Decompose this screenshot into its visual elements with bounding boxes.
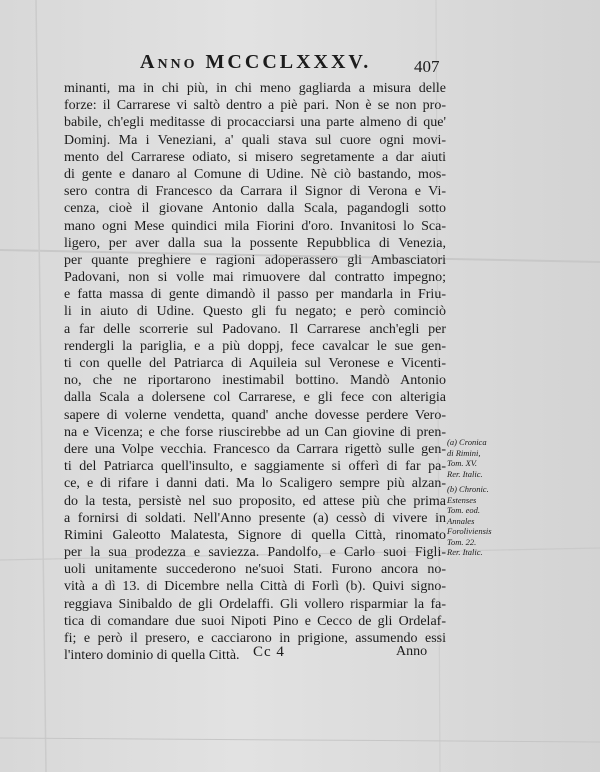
text-line: na e Vicenza; e che forse riuscirebbe ad un Can giovine di pren-: [64, 424, 446, 440]
margin-note-a: [447, 437, 507, 479]
text-line: per quante preghiere e ragioni adoperassero gli Ambasciatori: [64, 252, 446, 268]
text-line: fi; e però il presero, e cacciarono in prigione, assumendo essi: [64, 631, 446, 646]
text-line: a far delle scorrerie sul Padovano. Il Carrarese anch'egli per: [64, 321, 446, 337]
text-line: rendergli la pariglia, e a più doppj, fece cavalcar le sue gen-: [64, 338, 446, 354]
page-number: 407: [414, 57, 440, 76]
text-line: a fornirsi di soldati. Nell'Anno presente (a) cessò di vivere in: [64, 510, 446, 526]
text-line: minanti, ma in chi più, in chi meno gagliarda a misura delle: [64, 81, 446, 96]
text-line: sero contra di Francesco da Carrara il Signor di Verona e Vi-: [64, 184, 446, 200]
text-line: ligero, per aver dalla sua la possente Repubblica di Venezia,: [64, 235, 446, 251]
text-line: Padovani, non si volle mai rimuovere dal contratto impegno;: [64, 270, 446, 286]
text-line: e fatta massa di gente dimandò il passo per mandarla in Friu-: [64, 287, 446, 303]
text-line: dalla Scala a dolersene col Carrarese, e gli fece con alterigia: [64, 390, 446, 406]
text-line: Dominj. Ma i Veneziani, a' quali stava sul cuore ogni movi-: [64, 132, 446, 148]
text-line: li in aiuto di Udine. Questo gli fu negato; e però cominciò: [64, 304, 446, 320]
signature-mark: Cc 4: [253, 644, 285, 660]
margin-note-line: (a) Cronica: [447, 437, 487, 447]
text-line: sapere di volerne vendetta, quand' anche dovesse perdere Vero-: [64, 407, 446, 423]
text-line: mano ogni Mese quindici mila Fiorini d'oro. Invanitosi lo Sca-: [64, 218, 446, 234]
text-line: per la sua prodezza e saviezza. Pandolfo, e Carlo suoi Figli-: [64, 545, 446, 561]
margin-note-line: Tom. eod.: [447, 505, 480, 515]
text-line: tica di comandare due suoi Nipoti Pino e Cecco de gli Ordelaf-: [64, 613, 446, 629]
text-line: uoli unitamente succederono ne'suoi Stati. Furono ancora no-: [64, 562, 446, 578]
text-line: di gente e danaro al Comune di Udine. Nè ciò bastando, mos-: [64, 166, 446, 182]
main-text-block: [64, 80, 446, 664]
margin-note-line: Rer. Italic.: [447, 547, 483, 557]
text-line: cenza, cioè il giovane Antonio dalla Scala, pagandogli sotto: [64, 201, 446, 217]
text-line: no, che ne riportarono inestimabil bottino. Mandò Antonio: [64, 373, 446, 389]
margin-note-b: [447, 484, 507, 558]
margin-note-line: di Rimini,: [447, 447, 481, 458]
text-line: mento del Carrarese odiato, si misero segretamente a dar aiuti: [64, 149, 446, 165]
margin-notes: [447, 437, 507, 558]
text-line: babile, ch'egli meditasse di procacciarsi una parte almeno di que': [64, 115, 446, 131]
running-head-title: Anno MCCCLXXXV.: [140, 51, 372, 73]
text-line: l'intero dominio di quella Città.: [64, 648, 240, 664]
text-line: do la testa, persistè nel suo proposito, ed attese più che prima: [64, 493, 446, 509]
text-line: reggiava Sinibaldo de gli Ordelaffi. Gli vollero risparmiar la fa-: [64, 596, 446, 612]
text-line: dere una Volpe vecchia. Francesco da Carrara rigettò sulle gen-: [64, 441, 446, 457]
text-line: ce, e di rifare i danni dati. Ma lo Scaligero sempre più alzan-: [64, 476, 446, 492]
text-line: forze: il Carrarese vi saltò dentro a piè pari. Non è se non pro-: [64, 98, 446, 114]
margin-note-line: Foroliviensis: [447, 526, 492, 536]
text-line: vità a dì 13. di Dicembre nella Città di Forlì (b). Quivi signo-: [64, 579, 446, 595]
catchword: Anno: [396, 644, 428, 659]
text-line: Rimini Galeotto Malatesta, Signore di quella Città, rinomato: [64, 527, 446, 543]
margin-note-line: Annales: [447, 515, 475, 526]
margin-note-line: (b) Chronic.: [447, 484, 489, 494]
text-line: ti del Patriarca quell'insulto, e saggiamente si offerì di far pa-: [64, 459, 446, 475]
margin-note-line: Rer. Italic.: [447, 468, 483, 479]
margin-note-line: Estenses: [447, 494, 477, 505]
text-line: ti con quelle del Patriarca di Aquileia sul Veronese e Vicenti-: [64, 356, 446, 371]
margin-note-line: Tom. XV.: [447, 458, 477, 468]
margin-note-line: Tom. 22.: [447, 536, 477, 547]
